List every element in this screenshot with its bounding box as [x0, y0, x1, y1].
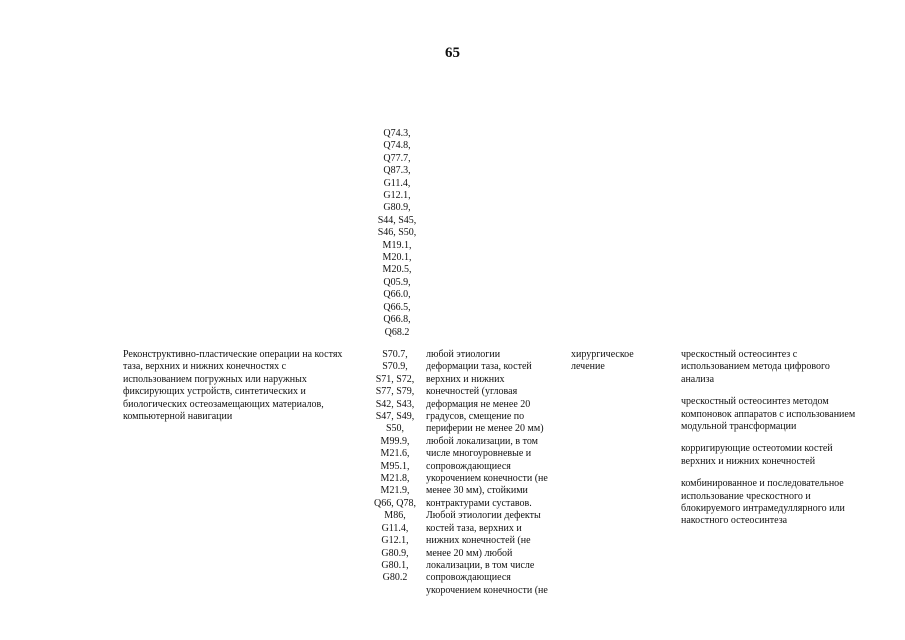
diagnosis-code: G80.1,: [381, 559, 409, 571]
treatment-method-line: накостного остеосинтеза: [681, 515, 788, 527]
diagnosis-code: S44, S45,: [377, 214, 417, 226]
procedure-name-line: Реконструктивно-пластические операции на костях: [123, 349, 343, 360]
diagnosis-code: S42, S43,: [375, 398, 415, 410]
patient-model-cell: [426, 349, 564, 597]
patient-model-line: менее 30 мм), стойкими: [426, 485, 528, 497]
treatment-method-line: чрескостный остеосинтез методом: [681, 396, 829, 408]
treatment-method-line: блокируемого интрамедуллярного или: [681, 503, 845, 515]
diagnosis-code: Q77.7,: [383, 152, 411, 164]
patient-model-line: укорочением конечности (не: [426, 473, 548, 485]
diagnosis-code: S50,: [385, 423, 405, 435]
diagnosis-code: G11.4,: [383, 177, 411, 189]
diagnosis-code: M20.1,: [382, 252, 412, 264]
treatment-method-line: верхних и нижних конечностей: [681, 455, 816, 467]
treatment-method: [681, 349, 881, 386]
diagnosis-code: M21.8,: [380, 473, 410, 485]
diagnosis-code: M99.9,: [380, 435, 410, 447]
diagnosis-code: S77, S79,: [375, 386, 415, 398]
top-diagnosis-codes: [372, 128, 422, 339]
diagnosis-code: S70.7,: [382, 349, 408, 360]
treatment-methods-cell: [681, 349, 881, 538]
patient-model-line: контрактурами суставов.: [426, 497, 532, 509]
treatment-type-line: хирургическое: [571, 349, 634, 360]
diagnosis-code: G12.1,: [381, 535, 409, 547]
diagnosis-code: M86,: [384, 510, 406, 522]
patient-model-line: нижних конечностей (не: [426, 535, 531, 547]
diagnosis-code: Q05.9,: [383, 276, 411, 288]
page-number: 65: [445, 45, 460, 61]
treatment-type-cell: [571, 349, 671, 374]
procedure-name-cell: [123, 349, 371, 423]
diagnosis-code: Q66, Q78,: [374, 497, 416, 509]
treatment-method-line: компоновок аппаратов с использованием: [681, 408, 856, 420]
patient-model-line: градусов, смещение по: [426, 411, 525, 423]
treatment-method-line: использование чрескостного и: [681, 490, 811, 502]
treatment-method-line: использованием метода цифрового: [681, 361, 830, 373]
patient-model-line: локализации, в том числе: [426, 559, 535, 571]
diagnosis-code: M20.5,: [382, 264, 412, 276]
diagnosis-codes-cell: [370, 349, 420, 585]
diagnosis-code: S47, S49,: [375, 411, 415, 423]
diagnosis-code: Q68.2: [384, 326, 410, 338]
diagnosis-code: Q66.0,: [383, 289, 411, 301]
diagnosis-code: Q66.8,: [383, 314, 411, 326]
treatment-method: [681, 478, 881, 528]
patient-model-line: периферии не менее 20 мм): [426, 423, 544, 435]
patient-model-line: костей таза, верхних и: [426, 522, 522, 534]
procedure-name-line: биологических остеозамещающих материалов,: [123, 398, 324, 410]
patient-model-line: укорочением конечности (не: [426, 584, 548, 596]
treatment-type-line: лечение: [571, 361, 605, 373]
diagnosis-code: Q74.3,: [383, 128, 411, 139]
diagnosis-code: Q74.8,: [383, 140, 411, 152]
procedure-name-line: использованием погружных или наружных: [123, 373, 307, 385]
treatment-method: [681, 443, 881, 468]
procedure-name-line: компьютерной навигации: [123, 411, 233, 423]
diagnosis-code: M95.1,: [380, 460, 410, 472]
treatment-method-line: анализа: [681, 373, 715, 385]
treatment-method: [681, 396, 881, 433]
diagnosis-code: G11.4,: [381, 522, 409, 534]
diagnosis-code: S70.9,: [382, 361, 408, 373]
diagnosis-code: G80.9,: [381, 547, 409, 559]
treatment-method-line: комбинированное и последовательное: [681, 478, 844, 490]
patient-model-line: сопровождающиеся: [426, 572, 511, 584]
procedure-name-line: таза, верхних и нижних конечностях с: [123, 361, 287, 373]
patient-model-line: сопровождающиеся: [426, 460, 511, 472]
patient-model-line: менее 20 мм) любой: [426, 547, 513, 559]
procedure-name-line: фиксирующих устройств, синтетических и: [123, 386, 306, 398]
treatment-method-line: чрескостный остеосинтез с: [681, 349, 798, 360]
treatment-method-line: корригирующие остеотомии костей: [681, 443, 833, 455]
diagnosis-code: G12.1,: [383, 190, 411, 202]
diagnosis-code: G80.2: [382, 572, 408, 584]
diagnosis-code: S46, S50,: [377, 227, 417, 239]
patient-model-line: Любой этиологии дефекты: [426, 510, 541, 522]
patient-model-line: верхних и нижних: [426, 373, 505, 385]
diagnosis-code: S71, S72,: [375, 373, 415, 385]
treatment-method-line: модульной трансформации: [681, 421, 797, 433]
diagnosis-code: Q66.5,: [383, 301, 411, 313]
patient-model-line: конечностей (угловая: [426, 386, 518, 398]
diagnosis-code: Q87.3,: [383, 165, 411, 177]
patient-model-line: числе многоуровневые и: [426, 448, 532, 460]
patient-model-line: деформация не менее 20: [426, 398, 531, 410]
diagnosis-code: M21.9,: [380, 485, 410, 497]
patient-model-line: любой локализации, в том: [426, 435, 539, 447]
diagnosis-code: G80.9,: [383, 202, 411, 214]
diagnosis-code: M19.1,: [382, 239, 412, 251]
diagnosis-code: M21.6,: [380, 448, 410, 460]
patient-model-line: деформации таза, костей: [426, 361, 532, 373]
patient-model-line: любой этиологии: [426, 349, 501, 360]
